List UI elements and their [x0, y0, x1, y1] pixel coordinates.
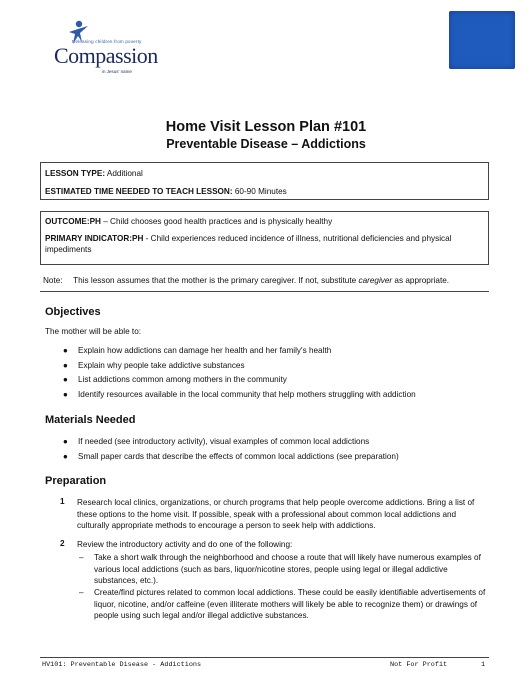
outcome-box [40, 211, 489, 265]
list-item-text: List addictions common among mothers in the community [78, 375, 287, 384]
compassion-logo [52, 20, 172, 74]
list-item [60, 345, 416, 360]
indicator-label: PRIMARY INDICATOR:PH [45, 234, 144, 243]
page-title: Home Visit Lesson Plan #101 [165, 119, 367, 135]
step-text: Review the introductory activity and do one of the following: [77, 540, 293, 549]
note-text-italic: caregiver [358, 276, 393, 285]
note-text-before: This lesson assumes that the mother is the primary caregiver. If not, substitute [73, 276, 359, 285]
objectives-heading: Objectives [45, 306, 101, 318]
time-value: 60-90 Minutes [232, 187, 287, 196]
objectives-intro: The mother will be able to: [45, 327, 142, 336]
outcome-value: – Child chooses good health practices and is physically healthy [100, 217, 333, 226]
bullet-icon: ● [63, 389, 68, 399]
list-item [60, 451, 399, 466]
list-item [60, 436, 399, 451]
step-text: Research local clinics, organizations, or church programs that help people overcome addictions. Bring a list of these options to the home visit. If possible, speak with a professional about common local addictions and culturally appropriate methods to encourage a person to seek help with addictions. [77, 498, 475, 530]
list-item [60, 389, 416, 404]
dash-icon: – [79, 553, 84, 562]
list-item [60, 374, 416, 389]
footer-label: Not For Profit [390, 661, 448, 669]
time-label: ESTIMATED TIME NEEDED TO TEACH LESSON: [45, 187, 233, 196]
bullet-icon: ● [63, 346, 68, 355]
list-item [76, 552, 488, 587]
logo-tagline: Releasing children from poverty [72, 39, 142, 44]
prep-step-1 [60, 497, 484, 532]
list-item-text: Identify resources available in the local community that help mothers struggling with addiction [78, 389, 416, 399]
page-subtitle: Preventable Disease – Addictions [166, 137, 366, 151]
bullet-icon: ● [63, 360, 68, 370]
list-item-text: If needed (see introductory activity), visual examples of common local addictions [78, 437, 370, 446]
bullet-icon: ● [63, 375, 68, 384]
logo-brand: Compassion [54, 43, 158, 68]
step-number: 2 [60, 539, 65, 548]
time-line [45, 186, 484, 197]
preparation-heading: Preparation [45, 475, 107, 487]
bullet-icon: ● [63, 451, 68, 461]
list-item-text: Create/find pictures related to common local addictions. These could be easily identifiable advertisements of liquor, nicotine, and/or caffeine (even illiterate mothers will likely be able to recognize them) or drawings of people using such legal and/or illegal addictive substances. [94, 588, 486, 620]
indicator-value: - Child experiences reduced incidence of illness, nutritional deficiencies and physical impediments [45, 234, 452, 254]
lesson-type-line [45, 168, 484, 179]
note-line [40, 272, 489, 292]
footer-doc-name: HV101: Preventable Disease - Addictions [42, 661, 202, 669]
lesson-info-box [40, 162, 489, 200]
outcome-label: OUTCOME:PH [45, 217, 101, 226]
list-item-text: Small paper cards that describe the effects of common local addictions (see preparation) [78, 451, 399, 461]
note-label: Note: [43, 276, 63, 285]
dash-icon: – [79, 588, 84, 597]
lesson-type-value: Additional [105, 169, 143, 178]
page-footer [40, 657, 489, 669]
list-item-text: Explain how addictions can damage her health and her family's health [78, 346, 332, 355]
indicator-line [45, 233, 484, 255]
decorative-blue-block [449, 11, 515, 69]
prep-step-2 [60, 539, 484, 551]
list-item [60, 360, 416, 375]
logo-subtext: in Jesus' name [102, 69, 132, 74]
lesson-type-label: LESSON TYPE: [45, 169, 106, 178]
note-text-after: as appropriate. [392, 276, 450, 285]
step-number: 1 [60, 497, 65, 506]
list-item-text: Take a short walk through the neighborhood and choose a route that will likely have numerous examples of various local addictions (such as bars, liquor/nicotine stores, people using legal or illegal addictive substances, etc.). [94, 553, 481, 585]
outcome-line [45, 216, 484, 227]
page-number: 1 [481, 661, 486, 669]
list-item [76, 587, 488, 622]
materials-list [60, 436, 399, 465]
materials-heading: Materials Needed [45, 414, 136, 426]
prep-sub-item [76, 587, 488, 622]
objectives-list [60, 345, 416, 403]
bullet-icon: ● [63, 437, 68, 446]
list-item-text: Explain why people take addictive substances [78, 360, 245, 370]
prep-sub-item [76, 552, 488, 587]
